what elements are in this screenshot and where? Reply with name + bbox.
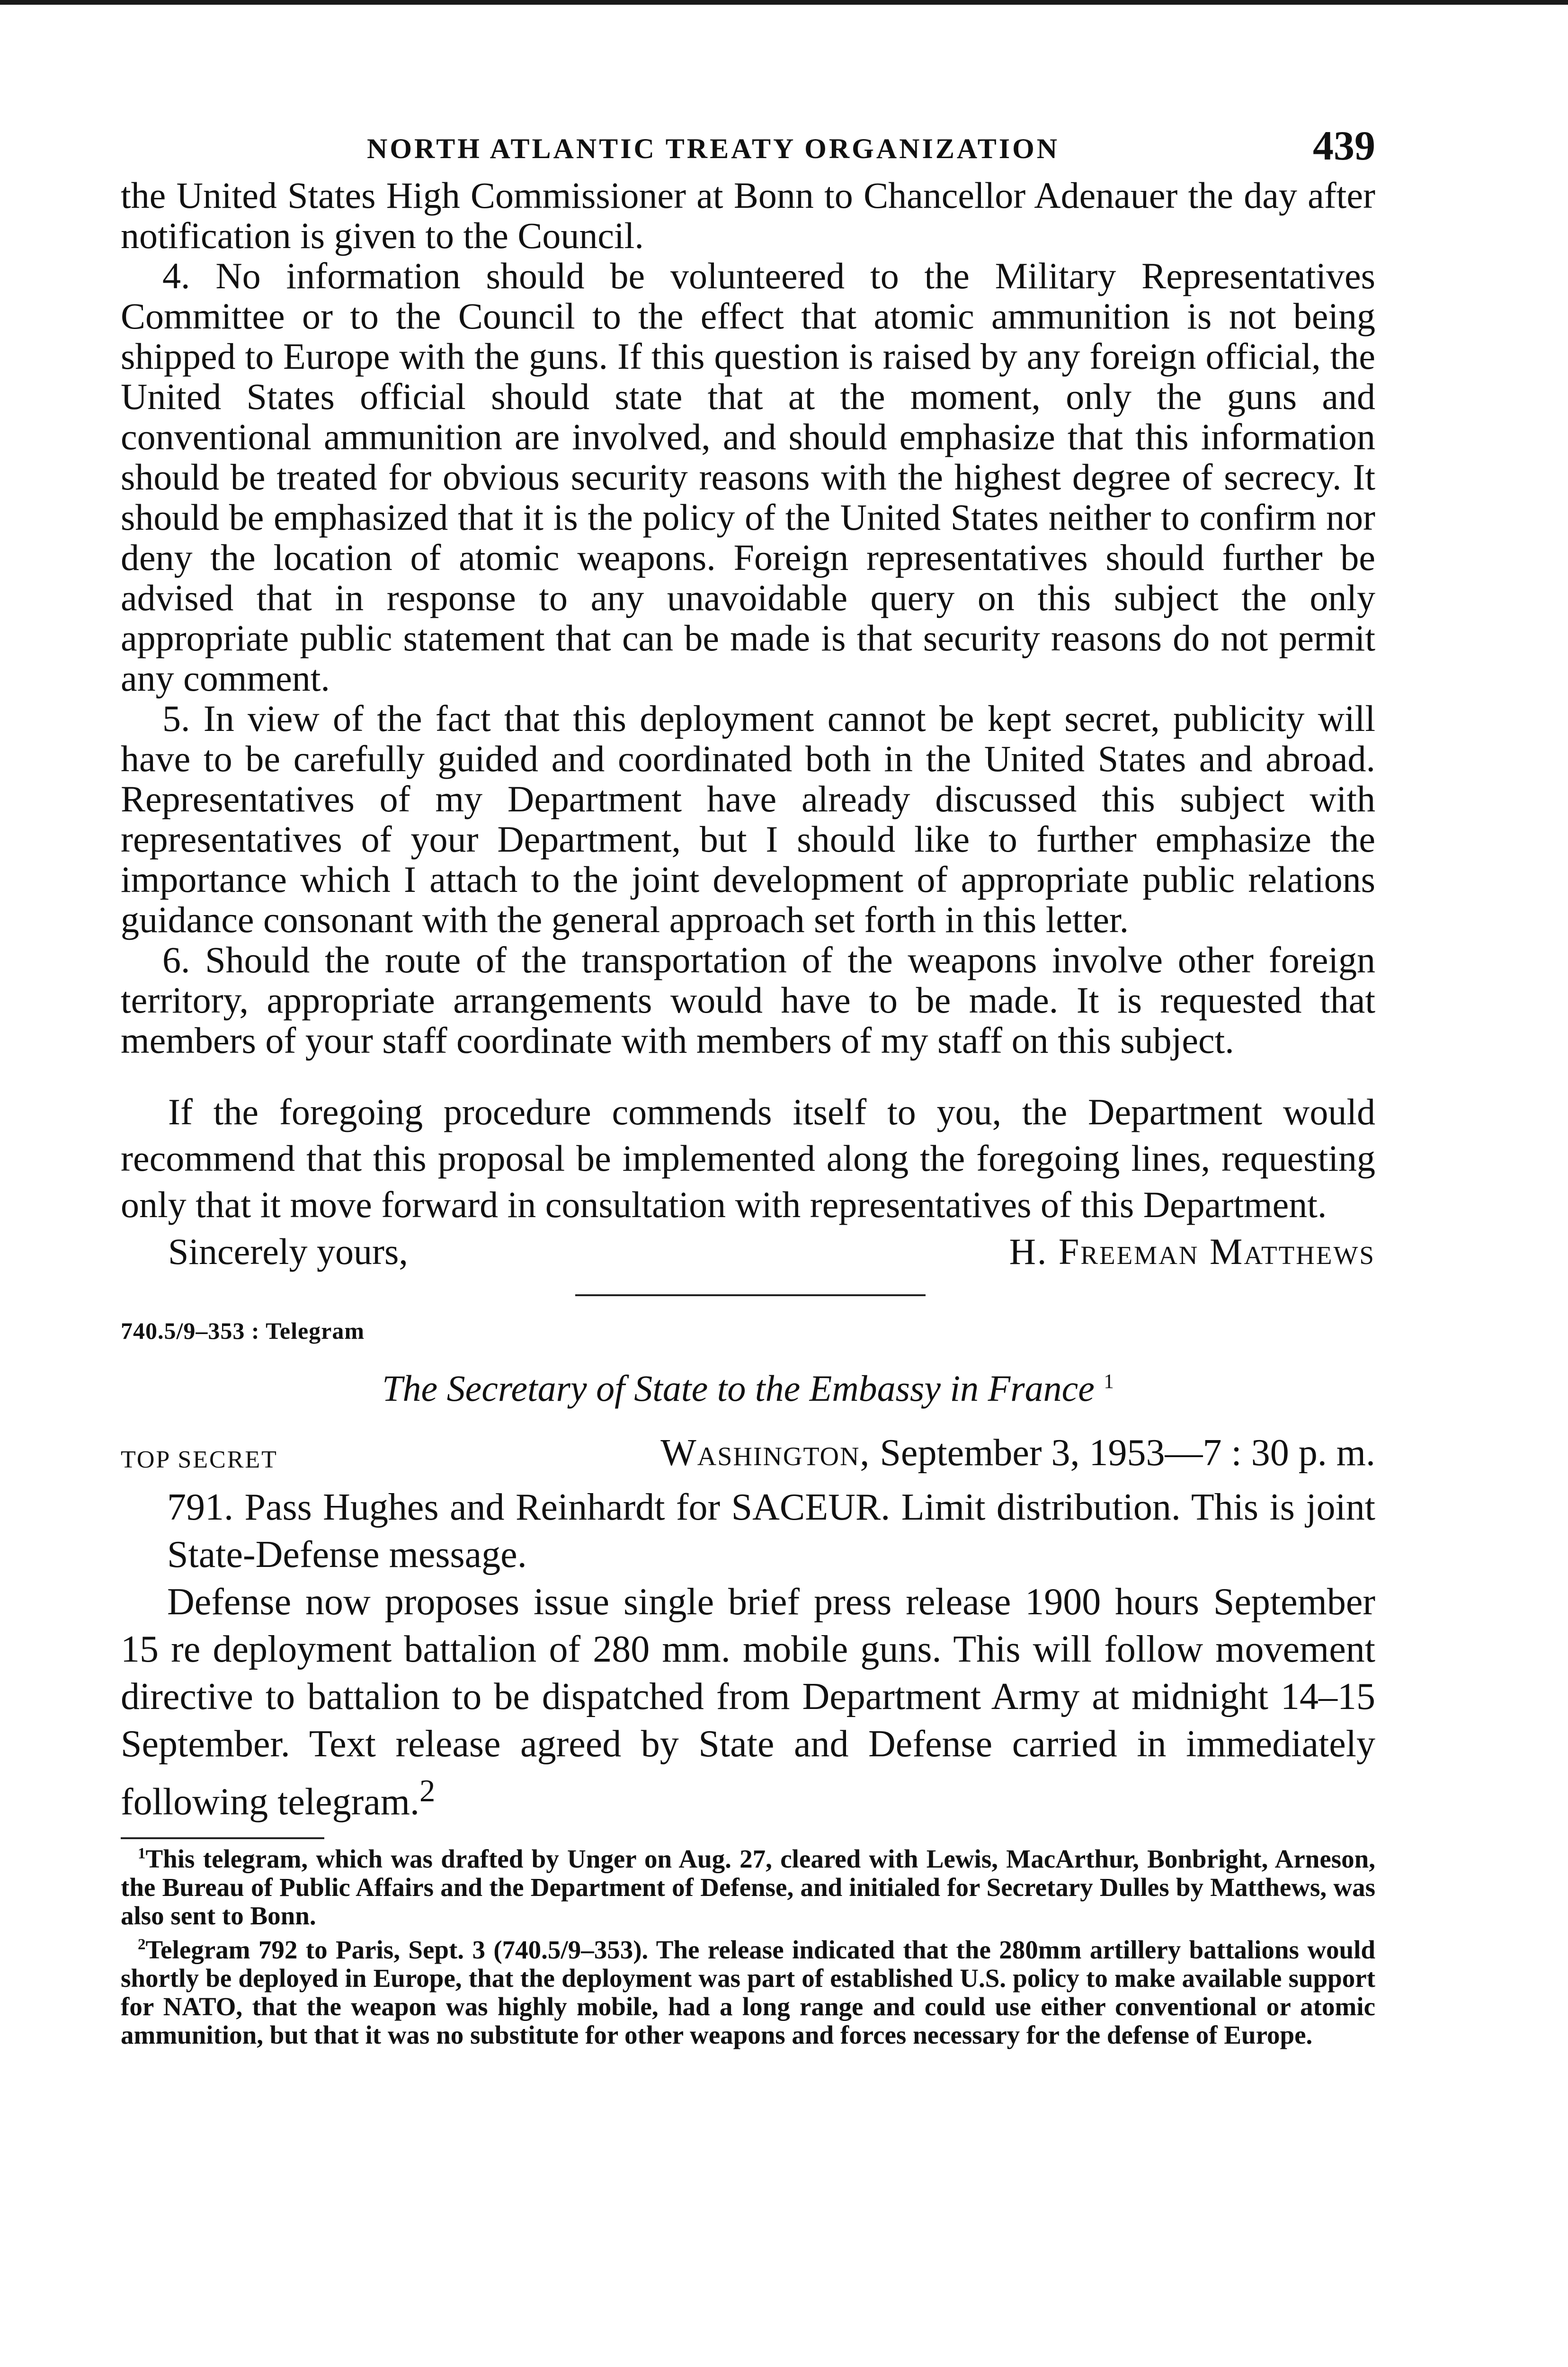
footnote-1-text: This telegram, which was drafted by Unger on Aug. 27, cleared with Lewis, MacArthur, Bonbright, Arneson, the Bureau of Public Affairs and the Department of Defense, and initialed for Secretary Dulles by Matthews, was also sent to Bonn. bbox=[121, 1844, 1375, 1930]
telegram-paragraph-2 bbox=[121, 1578, 1375, 1826]
file-reference: 740.5/9–353 : Telegram bbox=[121, 1317, 365, 1344]
classification-label: TOP SECRET bbox=[121, 1446, 278, 1473]
top-border-rule bbox=[0, 0, 1568, 5]
telegram-paragraph-2-text: Defense now proposes issue single brief press release 1900 hours September 15 re deployment battalion of 280 mm. mobile guns. This will follow movement directive to battalion to be dispatched from Department Army at midnight 14–15 September. Text release agreed by State and Defense carried in immediately following telegram. bbox=[121, 1581, 1375, 1823]
document-title bbox=[121, 1367, 1375, 1410]
paragraph-5: 5. In view of the fact that this deployment cannot be kept secret, publicity will have to be carefully guided and coordinated both in the United States and abroad. Representatives of my Department have already discussed this subject with representatives of your Department, but I should like to further emphasize the importance which I attach to the joint development of appropriate public relations guidance consonant with the general approach set forth in this letter. bbox=[121, 698, 1375, 940]
valediction: Sincerely yours, bbox=[168, 1231, 408, 1272]
paragraph-4: 4. No information should be volunteered to the Military Representatives Committee or to the Council to the effect that atomic ammunition is not being shipped to Europe with the guns. If this question is raised by any foreign official, the United States official should state that at the moment, only the guns and conventional ammunition are involved, and should emphasize that this information should be treated for obvious security reasons with the highest degree of secrecy. It should be emphasized that it is the policy of the United States neither to confirm nor deny the location of atomic weapons. Foreign representatives should further be advised that in response to any unavoidable query on this subject the only appropriate public statement that can be made is that security reasons do not permit any comment. bbox=[121, 255, 1375, 699]
footnote-2-text: Telegram 792 to Paris, Sept. 3 (740.5/9–353). The release indicated that the 280mm artillery battalions would shortly be deployed in Europe, that the deployment was part of established U.S. policy to make available support for NATO, that the weapon was highly mobile, had a long range and could use either conventional or atomic ammunition, but that it was no substitute for other weapons and forces necessary for the defense of Europe. bbox=[121, 1935, 1375, 2049]
footnote-2 bbox=[121, 1936, 1375, 2049]
dateline-date: September 3, 1953—7 : 30 p. m. bbox=[880, 1432, 1375, 1474]
signature-block bbox=[121, 1228, 1375, 1275]
page-number: 439 bbox=[1313, 123, 1375, 169]
continued-paragraph: the United States High Commissioner at Bonn to Chancellor Adenauer the day after notification is given to the Council. bbox=[121, 175, 1375, 256]
closing-paragraph: If the foregoing procedure commends itself to you, the Department would recommend that this proposal be implemented along the foregoing lines, requesting only that it move forward in consultation with representatives of this Department. bbox=[121, 1091, 1375, 1225]
footnote-divider bbox=[121, 1837, 324, 1839]
running-head-title: NORTH ATLANTIC TREATY ORGANIZATION bbox=[367, 133, 1060, 164]
dateline-row bbox=[121, 1432, 1375, 1484]
footnote-1-marker: 1 bbox=[138, 1845, 146, 1862]
title-footnote-marker: 1 bbox=[1104, 1370, 1114, 1393]
section-divider bbox=[575, 1294, 926, 1296]
footnote-1 bbox=[121, 1845, 1375, 1930]
document-page bbox=[121, 118, 1375, 2049]
running-head bbox=[121, 118, 1375, 175]
dateline-place: Washington, bbox=[660, 1432, 871, 1474]
document-title-text: The Secretary of State to the Embassy in France bbox=[382, 1368, 1095, 1409]
telegram-footnote-marker: 2 bbox=[419, 1774, 436, 1808]
footnote-2-marker: 2 bbox=[138, 1936, 146, 1953]
telegram-paragraph-1: 791. Pass Hughes and Reinhardt for SACEUR. Limit distribution. This is joint State-Defense message. bbox=[167, 1486, 1375, 1575]
dateline bbox=[660, 1432, 1375, 1475]
signer-name: H. Freeman Matthews bbox=[1009, 1231, 1375, 1272]
paragraph-6: 6. Should the route of the transportation of the weapons involve other foreign territory, appropriate arrangements would have to be made. It is requested that members of your staff coordinate with members of my staff on this subject. bbox=[121, 939, 1375, 1061]
